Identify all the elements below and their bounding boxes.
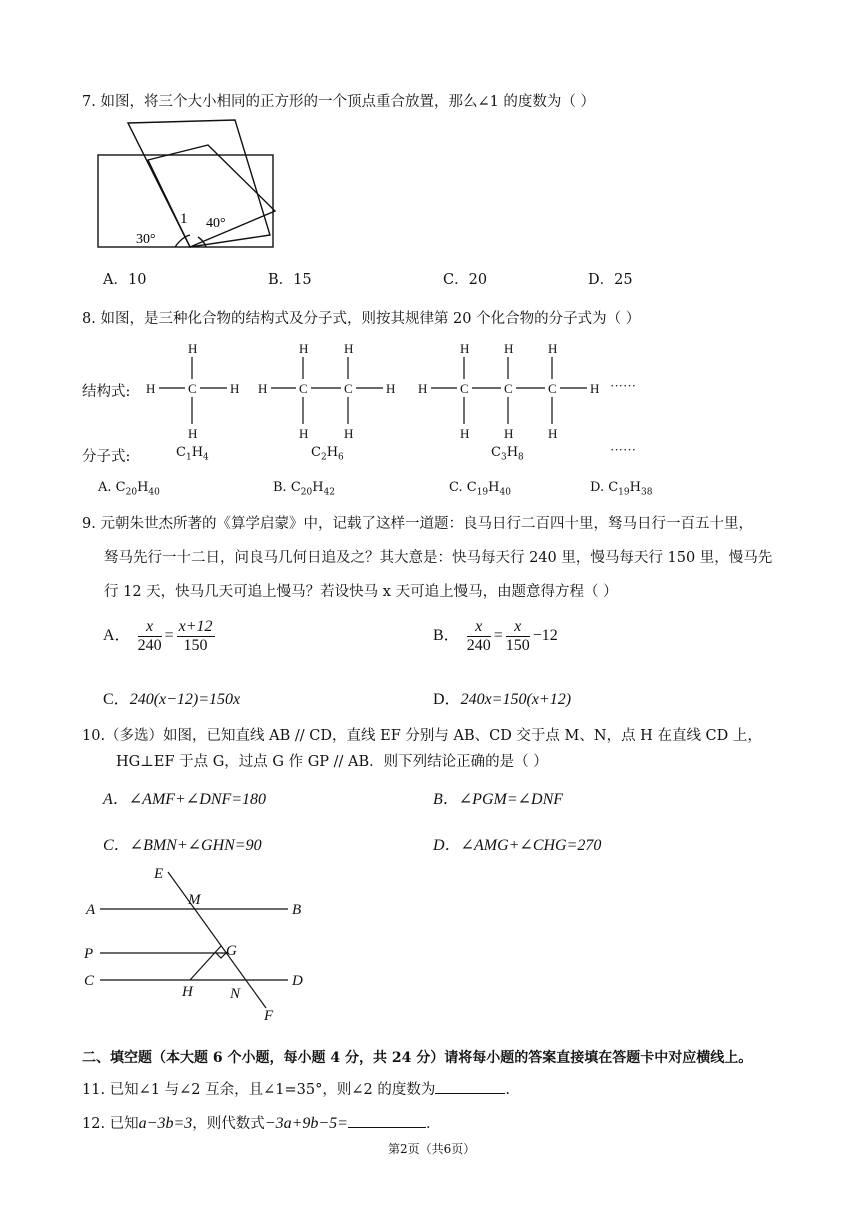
label-c: C xyxy=(84,973,95,989)
formula-ellipsis: ······ xyxy=(610,442,636,457)
hydrogen-atom: H xyxy=(460,426,470,441)
square-1 xyxy=(98,155,273,247)
square-2 xyxy=(128,120,270,247)
hydrogen-atom: H xyxy=(344,426,354,441)
hydrogen-atom: H xyxy=(188,426,198,441)
section-2-heading: 二、填空题（本大题 6 个小题，每小题 4 分，共 24 分）请将每小题的答案直接填在答题卡中对应横线上。 xyxy=(82,1050,753,1066)
carbon-atom: C xyxy=(504,381,513,396)
q7-figure xyxy=(90,115,290,255)
hydrogen-atom: H xyxy=(230,381,240,396)
formula-3: $C_3H_8$ xyxy=(491,445,524,463)
angle-1-label: 1 xyxy=(180,211,188,227)
q10-option-a: A．∠AMF+∠DNF=180 xyxy=(103,791,267,808)
carbon-atom: C xyxy=(548,381,557,396)
q7-option-d: D．25 xyxy=(588,272,633,288)
q10-option-b: B．∠PGM=∠DNF xyxy=(433,791,564,808)
q12-answer-blank xyxy=(348,1113,426,1128)
q7-option-c: C．20 xyxy=(443,272,488,288)
label-b: B xyxy=(292,902,302,918)
hydrogen-atom: H xyxy=(504,426,514,441)
hydrogen-atom: H xyxy=(460,341,470,356)
hydrogen-atom: H xyxy=(299,341,309,356)
q8-option-d: D. $C_{19}H_{38}$ xyxy=(590,480,653,498)
hydrogen-atom: H xyxy=(418,381,428,396)
q7-stem: 7. 如图，将三个大小相同的正方形的一个顶点重合放置，那么∠1 的度数为（ ） xyxy=(82,94,596,110)
q9-line-2: 驽马先行一十二日，问良马几何日追及之？其大意是：快马每天行 240 里，慢马每天行 150 里，慢马先 xyxy=(104,550,773,566)
q9-option-a: A． $\frac{x}{240}$ = $\frac{x+12}{150}$ xyxy=(103,618,213,654)
q11: 11. 已知∠1 与∠2 互余，且∠1=35°，则∠2 的度数为 . xyxy=(82,1078,510,1099)
label-e: E xyxy=(154,866,164,882)
formula-row-label: 分子式: xyxy=(82,449,131,465)
label-h: H xyxy=(182,984,193,1000)
hydrogen-atom: H xyxy=(344,341,354,356)
hydrogen-atom: H xyxy=(146,381,156,396)
carbon-atom: C xyxy=(299,381,308,396)
q8-option-b: B. $C_{20}H_{42}$ xyxy=(273,480,336,498)
q9-line-1: 9. 元朝朱世杰所著的《算学启蒙》中，记载了这样一道题：良马日行二百四十里，驽马日行一百五十里， xyxy=(82,516,753,532)
carbon-atom: C xyxy=(188,381,197,396)
q8-structures-figure xyxy=(140,338,660,468)
q11-answer-blank xyxy=(435,1079,505,1094)
hydrogen-atom: H xyxy=(188,341,198,356)
label-p: P xyxy=(84,946,94,962)
carbon-atom: C xyxy=(460,381,469,396)
angle-30-label: 30° xyxy=(136,232,156,247)
q10-line-2: HG⊥EF 于点 G，过点 G 作 GP // AB．则下列结论正确的是（ ） xyxy=(116,754,548,770)
label-a: A xyxy=(86,902,96,918)
label-n: N xyxy=(230,986,241,1002)
q8-option-c: C. $C_{19}H_{40}$ xyxy=(449,480,511,498)
q7-option-a: A．10 xyxy=(103,272,147,288)
formula-2: $C_2H_6$ xyxy=(311,445,344,463)
q9-line-3: 行 12 天，快马几天可追上慢马？若设快马 x 天可追上慢马，由题意得方程（ ） xyxy=(104,584,618,600)
q10-option-c: C．∠BMN+∠GHN=90 xyxy=(103,837,262,854)
square-3 xyxy=(148,145,275,247)
structure-ellipsis: ······ xyxy=(610,378,636,393)
q9-option-b: B． $\frac{x}{240}$ = $\frac{x}{150}$ −12 xyxy=(433,618,558,654)
page-footer: 第2页（共6页） xyxy=(388,1142,476,1156)
hydrogen-atom: H xyxy=(548,426,558,441)
q10-figure xyxy=(78,862,318,1024)
segment-hg xyxy=(190,946,221,980)
hydrogen-atom: H xyxy=(548,341,558,356)
q10-line-1: 10.（多选）如图，已知直线 AB // CD，直线 EF 分别与 AB、CD 交于点 M、N，点 H 在直线 CD 上， xyxy=(82,728,762,744)
q9-option-d: D．240x=150(x+12) xyxy=(433,691,572,708)
q7-option-b: B．15 xyxy=(268,272,312,288)
angle-40-label: 40° xyxy=(206,216,226,231)
hydrogen-atom: H xyxy=(299,426,309,441)
q10-option-d: D．∠AMG+∠CHG=270 xyxy=(433,837,602,854)
formula-1: $C_1H_4$ xyxy=(176,445,209,463)
hydrogen-atom: H xyxy=(590,381,600,396)
label-g: G xyxy=(226,943,237,959)
label-f: F xyxy=(264,1008,274,1024)
label-d: D xyxy=(292,973,303,989)
q8-option-a: A. $C_{20}H_{40}$ xyxy=(98,480,160,498)
label-m: M xyxy=(188,892,201,908)
hydrogen-atom: H xyxy=(258,381,268,396)
q8-stem: 8. 如图，是三种化合物的结构式及分子式，则按其规律第 20 个化合物的分子式为（ ） xyxy=(82,311,641,327)
q9-option-c: C．240(x−12)=150x xyxy=(103,691,241,708)
hydrogen-atom: H xyxy=(504,341,514,356)
structure-row-label: 结构式: xyxy=(82,384,131,400)
hydrogen-atom: H xyxy=(386,381,396,396)
q12: 12. 已知a−3b=3，则代数式−3a+9b−5= ． xyxy=(82,1115,441,1132)
carbon-atom: C xyxy=(344,381,353,396)
